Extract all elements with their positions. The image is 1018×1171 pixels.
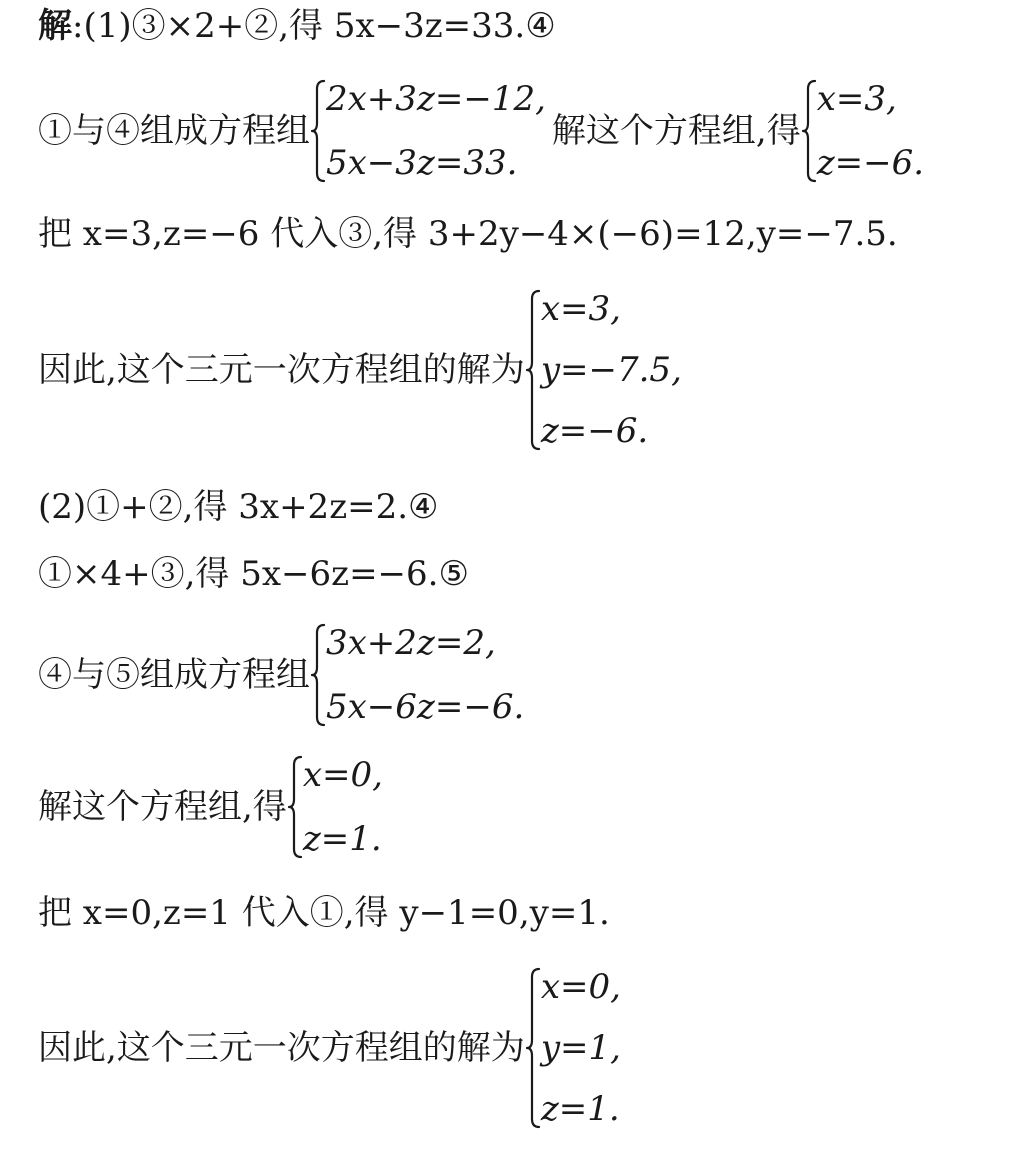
solution-system-lines [303, 755, 383, 859]
part1-step2-mid: 解这个方程组,得 [551, 111, 801, 151]
solution-equation: y=−7.5, [540, 350, 682, 390]
system-equation: 2x+3z=−12, [326, 79, 546, 119]
part1-step1-text: :(1)③×2+②,得 5x−3z=33.④ [72, 6, 556, 46]
part2-step1-text: (2)①+②,得 3x+2z=2.④ [38, 487, 439, 527]
part1-step3-text: 把 x=3,z=−6 代入③,得 3+2y−4×(−6)=12,y=−7.5. [38, 214, 898, 254]
part1-conclusion [38, 289, 682, 451]
solution-system [287, 755, 383, 859]
left-brace-icon [525, 289, 541, 451]
final-solution-system [525, 967, 621, 1129]
part2-step1 [38, 487, 439, 527]
solution-equation: z=1. [540, 1089, 620, 1129]
solution-equation: x=0, [302, 755, 383, 795]
left-brace-icon [801, 79, 817, 183]
solution-equation: x=3, [540, 289, 621, 329]
part2-step3-prefix: ④与⑤组成方程组 [38, 655, 310, 695]
equation-system [310, 623, 524, 727]
equation-system [310, 79, 546, 183]
equation-system-lines [326, 623, 524, 727]
left-brace-icon [310, 79, 326, 183]
part2-conclusion-prefix: 因此,这个三元一次方程组的解为 [38, 1028, 525, 1068]
part1-step1 [38, 6, 556, 46]
part1-step2 [38, 79, 924, 183]
left-brace-icon [525, 967, 541, 1129]
part2-step4 [38, 755, 383, 859]
system-equation: 5x−6z=−6. [326, 687, 525, 727]
system-equation: 5x−3z=33. [326, 143, 518, 183]
solution-equation: x=3, [816, 79, 897, 119]
equation-system-lines [326, 79, 546, 183]
part1-step3 [38, 214, 898, 254]
solution-equation: z=1. [302, 819, 382, 859]
solution-equation: y=1, [540, 1028, 621, 1068]
final-solution-system [525, 289, 682, 451]
part2-step2-text: ①×4+③,得 5x−6z=−6.⑤ [38, 554, 469, 594]
part2-step2 [38, 554, 469, 594]
part1-conclusion-prefix: 因此,这个三元一次方程组的解为 [38, 350, 525, 390]
left-brace-icon [310, 623, 326, 727]
solution-system-lines [817, 79, 924, 183]
part2-conclusion [38, 967, 621, 1129]
part2-step4-prefix: 解这个方程组,得 [38, 787, 287, 827]
part1-step2-prefix: ①与④组成方程组 [38, 111, 310, 151]
solution-equation: x=0, [540, 967, 621, 1007]
part2-step5 [38, 893, 610, 933]
final-solution-lines [541, 967, 621, 1129]
part2-step3 [38, 623, 524, 727]
solution-system [801, 79, 924, 183]
solution-equation: z=−6. [540, 411, 649, 451]
solution-equation: z=−6. [816, 143, 925, 183]
part2-step5-text: 把 x=0,z=1 代入①,得 y−1=0,y=1. [38, 893, 610, 933]
solution-label: 解 [38, 6, 72, 46]
left-brace-icon [287, 755, 303, 859]
final-solution-lines [541, 289, 682, 451]
system-equation: 3x+2z=2, [326, 623, 496, 663]
